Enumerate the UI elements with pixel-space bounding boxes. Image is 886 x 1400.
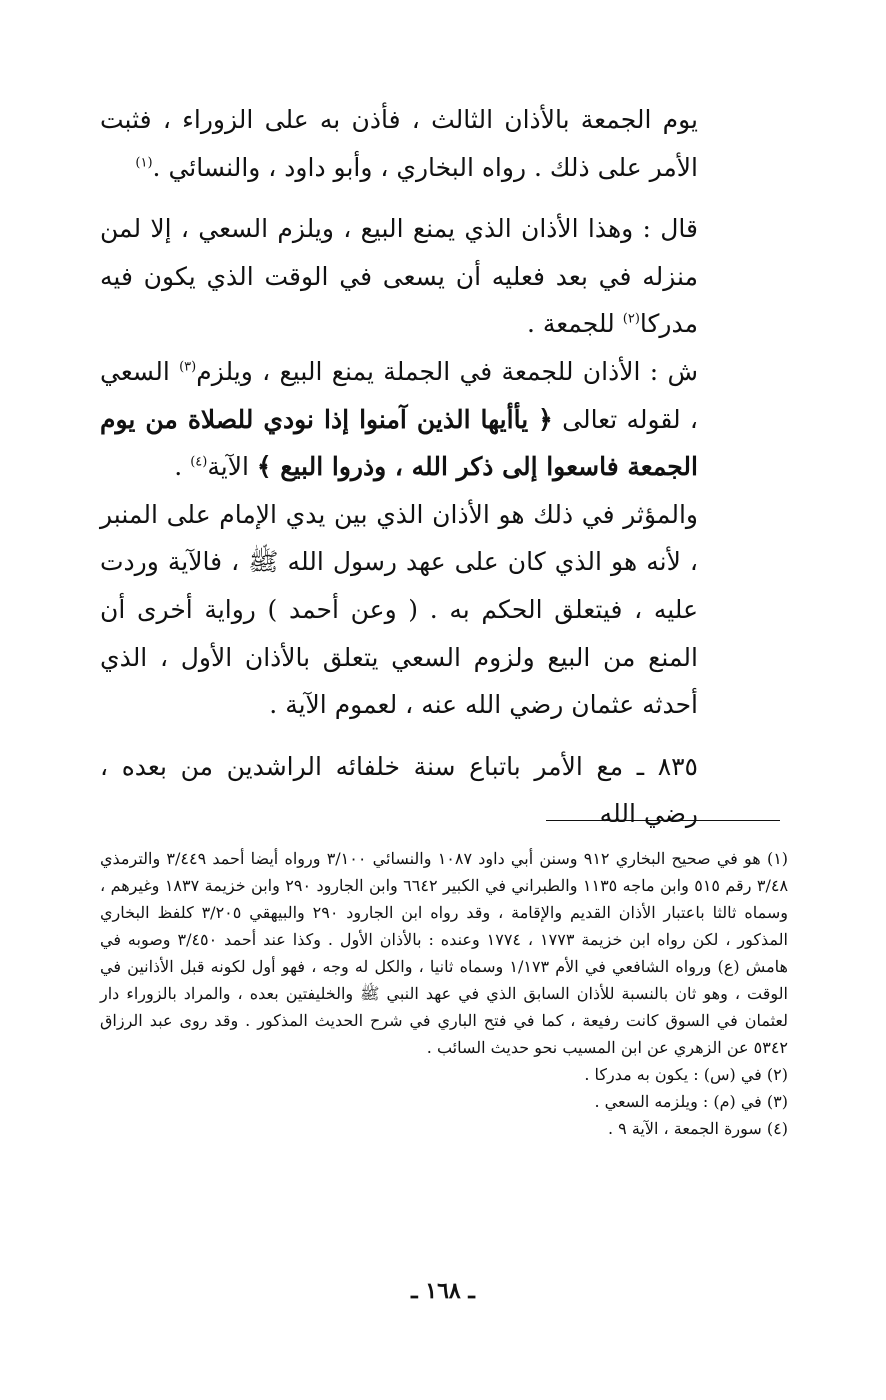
footnote-divider (546, 820, 780, 821)
footnote-ref: (٢) (622, 312, 640, 328)
paragraph (100, 491, 698, 729)
page-number: ـ ١٦٨ ـ (411, 1278, 475, 1304)
paragraph-text: قال : وهذا الأذان الذي يمنع البيع ، ويلزم السعي ، إلا لمن منزله في بعد فعليه أن يسعى في الوقت الذي يكون فيه مدركا (100, 214, 698, 339)
paragraph-text: ٨٣٥ ـ مع الأمر باتباع سنة خلفائه الراشدين من بعده ، رضي الله (100, 751, 698, 829)
footnote-ref: (٣) (179, 359, 197, 375)
footnote: (٣) في (م) : ويلزمه السعي . (594, 1092, 788, 1111)
footnote: (٢) في (س) : يكون به مدركا . (584, 1065, 788, 1084)
paragraph-text: الآية (207, 452, 257, 482)
paragraph (100, 743, 698, 838)
footnote-ref: (٤) (190, 454, 208, 470)
footnotes (100, 845, 788, 1142)
paragraph (100, 96, 698, 191)
main-text (100, 96, 698, 838)
paragraph-text: السعي ، لقوله تعالى (100, 356, 699, 434)
footnote: (١) هو في صحيح البخاري ٩١٢ وسنن أبي داود ١٠٨٧ والنسائي ٣/١٠٠ ورواه أيضا أحمد ٣/٤٤٩ والترمذي ٣/٤٨ رقم ٥١٥ وابن ماجه ١١٣٥ والطبراني في الكبير ٦٦٤٢ وابن الجارود ٢٩٠ وابن خزيمة ١٨٣٧ وغيرهم ، وسماه ثالثا باعتبار الأذان القديم والإقامة ، وقد رواه ابن الجارود ٢٩٠ والبيهقي ٣/٢٠٥ كلفظ البخاري المذكور ، لكن رواه ابن خزيمة ١٧٧٣ ، ١٧٧٤ وعنده : بالأذان الأول . وكذا عند أحمد ٣/٤٥٠ وصوبه في هامش (ع) ورواه الشافعي في الأم ١/١٧٣ وسماه ثانيا ، والكل له وجه ، فهو أول لكونه قبل الأذانين في الوقت ، وهو ثان بالنسبة للأذان السابق الذي في عهد النبي ﷺ والخليفتين بعده ، والمراد بالزوراء دار لعثمان في السوق كانت رفيعة ، كما في فتح الباري في شرح الحديث المذكور . وقد روى عبد الرزاق ٥٣٤٢ عن الزهري عن ابن المسيب نحو حديث السائب . (100, 849, 789, 1057)
paragraph-text: للجمعة . (526, 309, 623, 339)
quran-verse: ﴿ يأأيها الذين آمنوا إذا نودي للصلاة من يوم الجمعة فاسعوا إلى ذكر الله ، وذروا البيع ﴾ (100, 404, 698, 482)
footnote-ref: (١) (135, 155, 153, 171)
paragraph (100, 348, 698, 491)
paragraph-text: ش : الأذان للجمعة في الجملة يمنع البيع ، ويلزم (196, 356, 698, 386)
paragraph-text: والمؤثر في ذلك هو الأذان الذي بين يدي الإمام على المنبر ، لأنه هو الذي كان على عهد رسول الله ﷺ ، فالآية وردت عليه ، فيتعلق الحكم به . ( وعن أحمد ) رواية أخرى أن المنع من البيع ولزوم السعي يتعلق بالأذان الأول ، الذي أحدثه عثمان رضي الله عنه ، لعموم الآية . (100, 499, 698, 720)
paragraph (100, 205, 698, 348)
paragraph-text: . (174, 452, 191, 482)
paragraph-text: يوم الجمعة بالأذان الثالث ، فأذن به على الزوراء ، فثبت الأمر على ذلك . رواه البخاري ، وأبو داود ، والنسائي . (100, 105, 698, 182)
footnote: (٤) سورة الجمعة ، الآية ٩ . (607, 1119, 788, 1138)
